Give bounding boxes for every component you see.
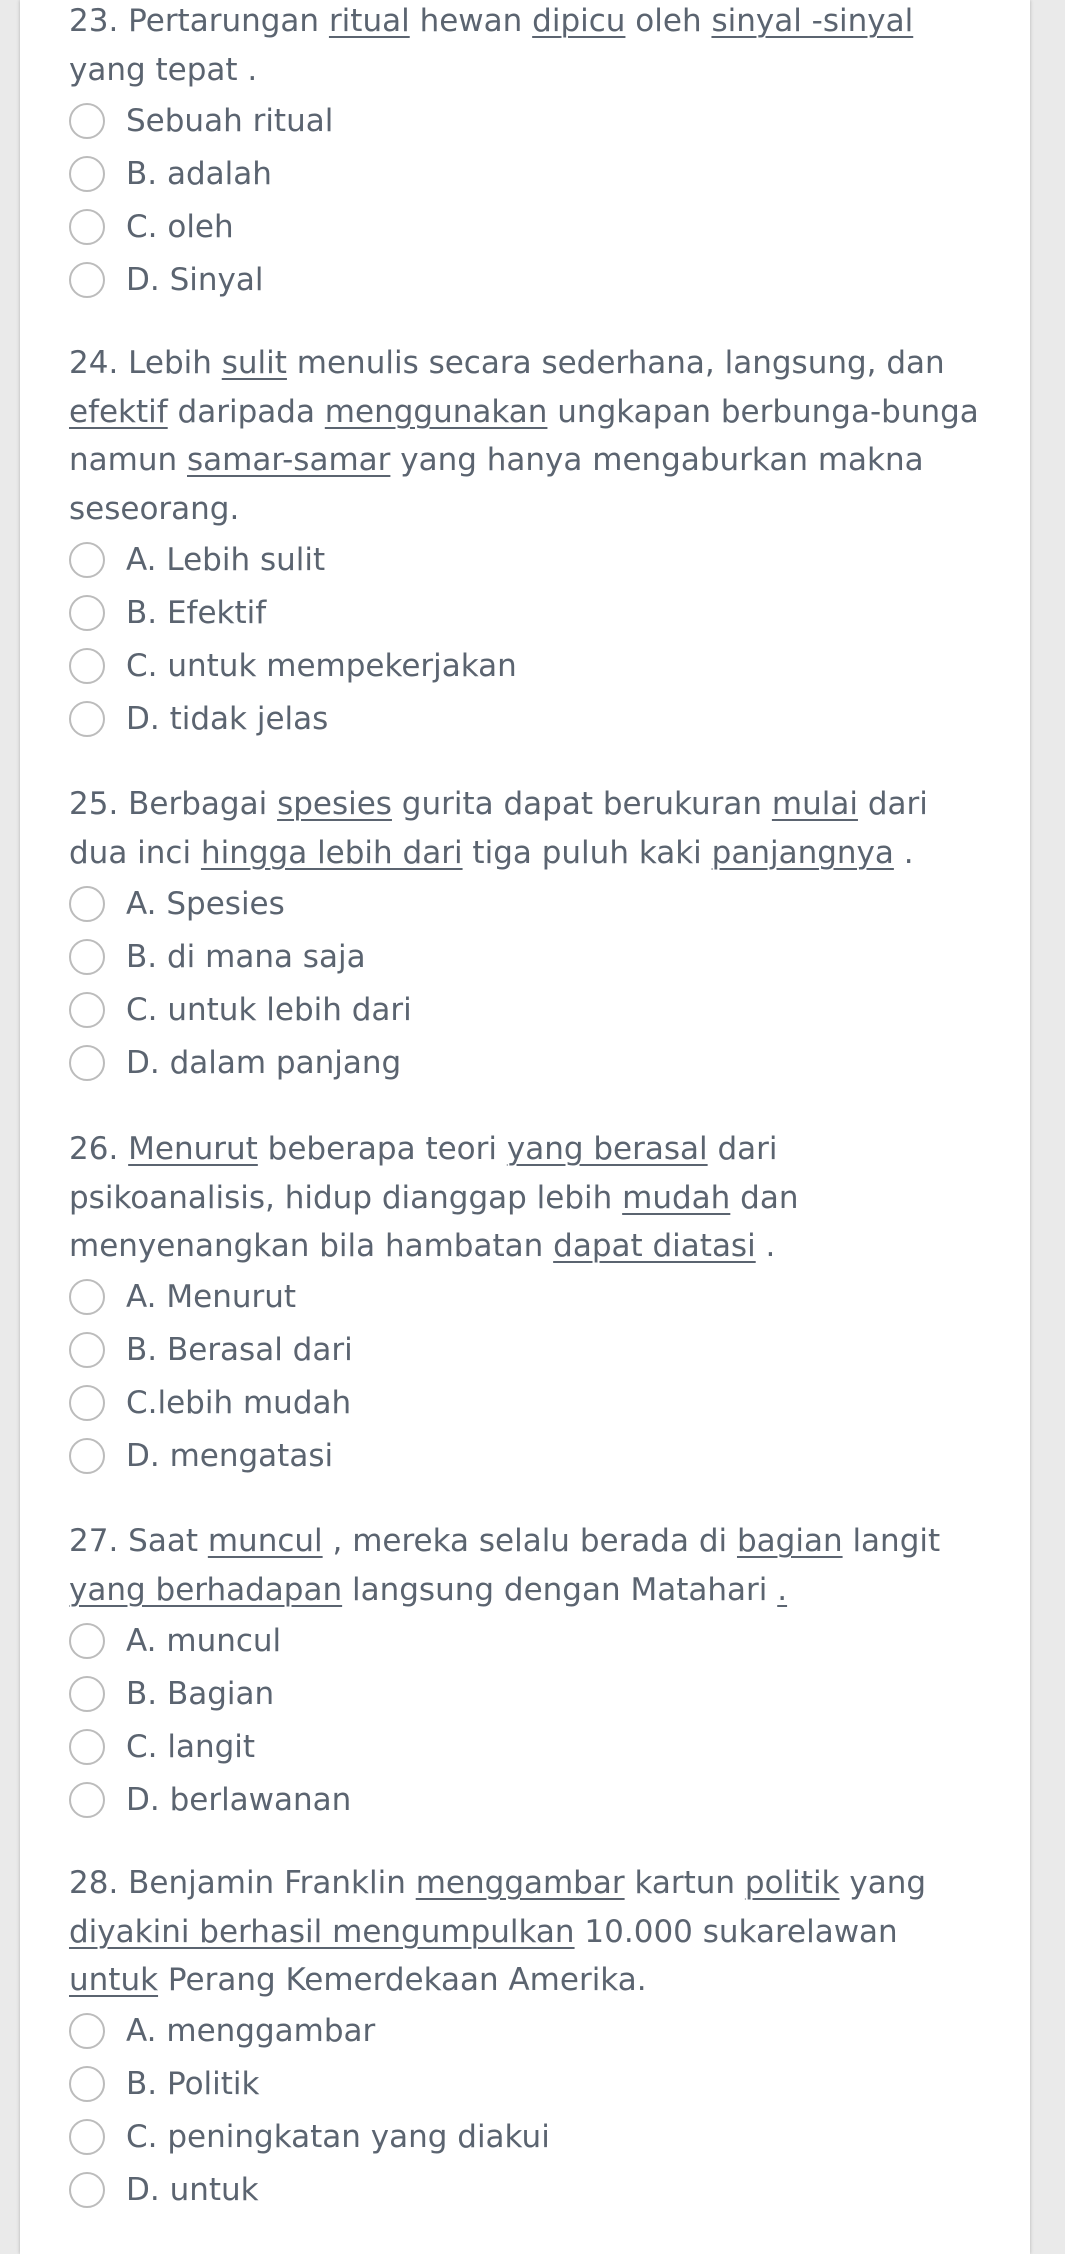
option-label: A. Lebih sulit — [126, 541, 326, 578]
option-c[interactable] — [69, 639, 989, 692]
radio-button[interactable] — [69, 103, 105, 139]
option-a[interactable] — [69, 1614, 989, 1667]
option-label: A. Menurut — [126, 1279, 297, 1315]
underlined-term: bagian — [736, 1523, 843, 1559]
option-label: B. adalah — [126, 155, 272, 192]
question-text — [69, 1859, 989, 2005]
option-b[interactable] — [69, 586, 989, 639]
radio-button[interactable] — [69, 939, 105, 975]
radio-button[interactable] — [69, 701, 105, 737]
question-text-segment: gurita dapat berukuran — [391, 786, 772, 822]
option-label: D. mengatasi — [126, 1438, 334, 1474]
underlined-term: sinyal -sinyal — [711, 3, 914, 39]
option-label: B. Politik — [126, 2066, 260, 2102]
underlined-term: politik — [744, 1865, 840, 1901]
radio-button[interactable] — [69, 2172, 105, 2208]
question-26 — [69, 1125, 989, 1483]
option-a[interactable] — [69, 1271, 989, 1324]
question-text-segment: . — [893, 834, 914, 871]
question-23 — [69, 0, 989, 306]
question-text-segment: langsung dengan Matahari — [342, 1571, 778, 1608]
radio-button[interactable] — [69, 648, 105, 684]
option-d[interactable] — [69, 2164, 989, 2217]
option-label: B. Berasal dari — [126, 1332, 353, 1368]
underlined-term: dipicu — [532, 3, 626, 39]
question-text-segment: dari dua inci — [69, 786, 928, 871]
radio-button[interactable] — [69, 1045, 105, 1081]
question-text-segment: yang — [839, 1865, 927, 1901]
option-label: C. oleh — [126, 208, 234, 245]
option-label: C. untuk lebih dari — [126, 991, 412, 1028]
radio-button[interactable] — [69, 156, 105, 192]
radio-button[interactable] — [69, 1332, 105, 1368]
option-b[interactable] — [69, 147, 989, 200]
option-c[interactable] — [69, 2111, 989, 2164]
option-label: C. peningkatan yang diakui — [126, 2119, 550, 2155]
question-text-segment: 25. Berbagai — [69, 786, 278, 822]
question-text-segment: ungkapan berbunga-bunga namun — [69, 393, 979, 478]
underlined-term: mulai — [771, 786, 858, 822]
options-list — [69, 533, 989, 745]
option-d[interactable] — [69, 1773, 989, 1826]
option-b[interactable] — [69, 930, 989, 983]
radio-button[interactable] — [69, 1729, 105, 1765]
underlined-term: menggambar — [415, 1865, 625, 1901]
option-label: D. Sinyal — [126, 261, 264, 298]
radio-button[interactable] — [69, 209, 105, 245]
underlined-term: yang berasal — [506, 1131, 708, 1167]
radio-button[interactable] — [69, 2066, 105, 2102]
underlined-term: . — [777, 1571, 788, 1608]
option-b[interactable] — [69, 1324, 989, 1377]
question-text-segment: daripada — [167, 393, 325, 430]
underlined-term: mudah — [622, 1179, 731, 1216]
option-label: C.lebih mudah — [126, 1385, 352, 1421]
option-a[interactable] — [69, 2005, 989, 2058]
question-text-segment: 10.000 sukarelawan — [574, 1913, 898, 1950]
option-label: B. Efektif — [126, 594, 267, 631]
question-text-segment: beberapa teori — [257, 1131, 507, 1167]
radio-button[interactable] — [69, 2119, 105, 2155]
radio-button[interactable] — [69, 1279, 105, 1315]
radio-button[interactable] — [69, 992, 105, 1028]
question-text-segment: 23. Pertarungan — [69, 3, 329, 39]
option-b[interactable] — [69, 2058, 989, 2111]
radio-button[interactable] — [69, 1385, 105, 1421]
option-label: C. untuk mempekerjakan — [126, 647, 517, 684]
question-text-segment: dan menyenangkan bila hambatan — [69, 1179, 799, 1264]
underlined-term: panjangnya — [711, 834, 894, 871]
option-label: A. muncul — [126, 1622, 282, 1659]
question-text-segment: 24. Lebih — [69, 345, 222, 381]
radio-button[interactable] — [69, 1623, 105, 1659]
options-list — [69, 1614, 989, 1826]
option-d[interactable] — [69, 692, 989, 745]
option-a[interactable] — [69, 533, 989, 586]
option-label: C. langit — [126, 1728, 256, 1765]
underlined-term: ritual — [328, 3, 410, 39]
option-b[interactable] — [69, 1667, 989, 1720]
question-text-segment: yang hanya mengaburkan makna seseorang. — [69, 442, 924, 527]
question-text-segment: hewan — [409, 3, 533, 39]
question-text-segment: oleh — [625, 3, 712, 39]
options-list — [69, 94, 989, 306]
radio-button[interactable] — [69, 2013, 105, 2049]
underlined-term: hingga lebih dari — [200, 834, 463, 871]
question-text-segment: kartun — [624, 1865, 745, 1901]
radio-button[interactable] — [69, 262, 105, 298]
question-text — [69, 0, 989, 94]
option-label: A. menggambar — [126, 2013, 376, 2049]
underlined-term: samar-samar — [187, 442, 391, 478]
question-text-segment: 27. Saat — [69, 1523, 208, 1559]
option-label: D. dalam panjang — [126, 1044, 402, 1081]
option-c[interactable] — [69, 200, 989, 253]
question-text-segment: tiga puluh kaki — [462, 834, 712, 871]
option-a[interactable] — [69, 94, 989, 147]
option-c[interactable] — [69, 1720, 989, 1773]
question-text — [69, 1517, 989, 1614]
question-text — [69, 1125, 989, 1271]
question-text-segment: 28. Benjamin Franklin — [69, 1865, 416, 1901]
option-label: B. di mana saja — [126, 938, 366, 975]
underlined-term: untuk — [69, 1962, 159, 1998]
option-label: Sebuah ritual — [126, 102, 334, 139]
option-label: A. Spesies — [126, 885, 285, 922]
question-27 — [69, 1517, 989, 1826]
radio-button[interactable] — [69, 1676, 105, 1712]
radio-button[interactable] — [69, 595, 105, 631]
underlined-term: spesies — [277, 786, 392, 822]
question-text-segment: Perang Kemerdekaan Amerika. — [158, 1962, 647, 1998]
option-label: D. berlawanan — [126, 1781, 352, 1818]
question-text-segment: 26. — [69, 1131, 129, 1167]
question-text — [69, 339, 989, 533]
option-a[interactable] — [69, 877, 989, 930]
underlined-term: yang berhadapan — [69, 1571, 343, 1608]
underlined-term: sulit — [221, 345, 287, 381]
question-text-segment: . — [755, 1228, 776, 1264]
option-d[interactable] — [69, 1430, 989, 1483]
question-text — [69, 780, 989, 877]
underlined-term: dapat diatasi — [553, 1228, 756, 1264]
quiz-card — [20, 0, 1030, 2254]
question-text-segment: dari psikoanalisis, hidup dianggap lebih — [69, 1131, 778, 1216]
radio-button[interactable] — [69, 542, 105, 578]
option-c[interactable] — [69, 1377, 989, 1430]
underlined-term: efektif — [69, 393, 168, 430]
question-24 — [69, 339, 989, 745]
question-text-segment: yang tepat . — [69, 51, 258, 88]
question-text-segment: , mereka selalu berada di — [322, 1523, 737, 1559]
radio-button[interactable] — [69, 1782, 105, 1818]
underlined-term: Menurut — [128, 1131, 258, 1167]
option-d[interactable] — [69, 253, 989, 306]
option-label: D. tidak jelas — [126, 700, 329, 737]
question-text-segment: menulis secara sederhana, langsung, dan — [286, 345, 945, 381]
options-list — [69, 1271, 989, 1483]
options-list — [69, 2005, 989, 2217]
question-text-segment: langit — [842, 1523, 941, 1559]
option-c[interactable] — [69, 983, 989, 1036]
radio-button[interactable] — [69, 1438, 105, 1474]
options-list — [69, 877, 989, 1089]
option-label: D. untuk — [126, 2172, 259, 2208]
question-28 — [69, 1859, 989, 2217]
underlined-term: menggunakan — [324, 393, 548, 430]
question-25 — [69, 780, 989, 1089]
option-label: B. Bagian — [126, 1675, 275, 1712]
option-d[interactable] — [69, 1036, 989, 1089]
radio-button[interactable] — [69, 886, 105, 922]
underlined-term: muncul — [207, 1523, 323, 1559]
underlined-term: diyakini berhasil mengumpulkan — [69, 1913, 575, 1950]
